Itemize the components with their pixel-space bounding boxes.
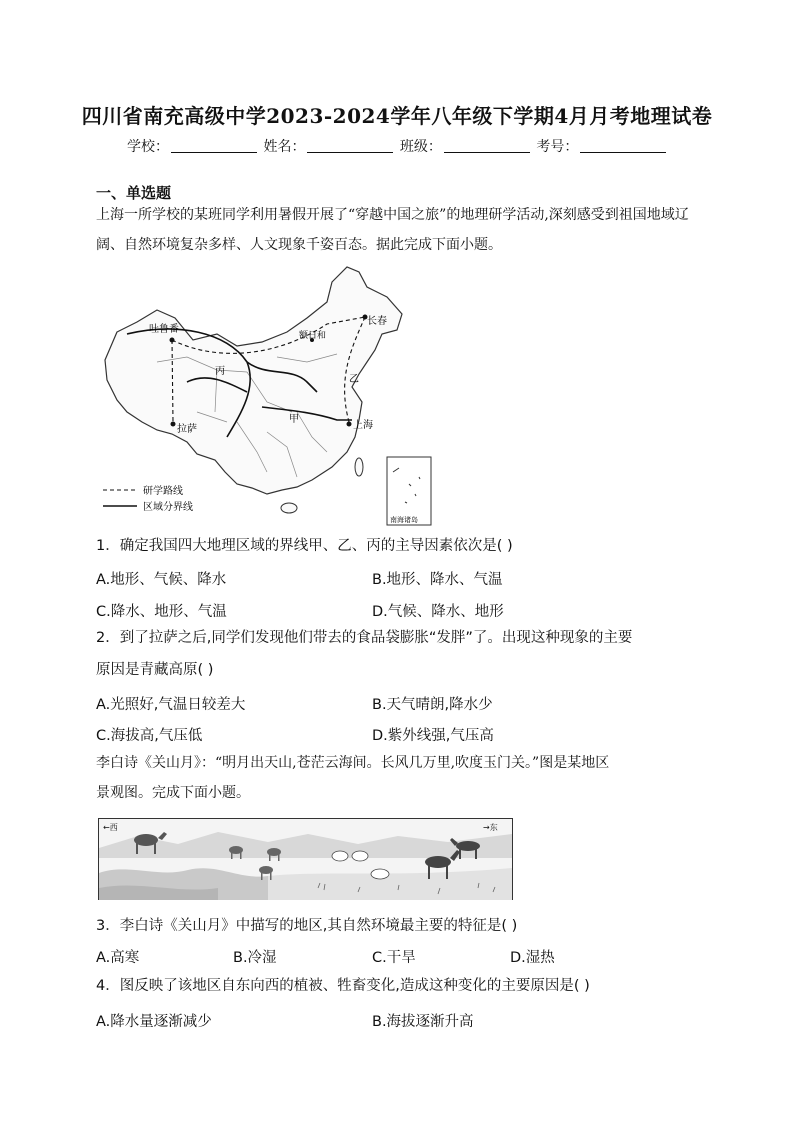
- landscape-figure: [98, 818, 513, 900]
- passage-1: 上海一所学校的某班同学利用暑假开展了“穿越中国之旅”的地理研学活动,深刻感受到祖国地域辽阔、自然环境复杂多样、人文现象千姿百态。据此完成下面小题。: [96, 207, 689, 253]
- map-label-ejina: 额日和: [299, 331, 327, 341]
- q2-option-d[interactable]: D.紫外线强,气压高: [372, 728, 494, 744]
- map-label-changchun: 长春: [367, 316, 387, 327]
- map-label-shanghai: 上海: [353, 420, 373, 431]
- question-4-stem: 4．图反映了该地区自东向西的植被、牲畜变化,造成这种变化的主要原因是( ): [96, 978, 590, 994]
- school-label: 学校：: [127, 139, 169, 155]
- q3-option-d[interactable]: D.湿热: [510, 950, 555, 966]
- class-label: 班级：: [399, 139, 442, 155]
- q2-option-b[interactable]: B.天气晴朗,降水少: [372, 697, 493, 713]
- student-info-line: [127, 136, 668, 156]
- map-label-yi: 乙: [349, 374, 359, 385]
- q3-option-a[interactable]: A.高寒: [96, 950, 140, 966]
- legend-boundary: 区域分界线: [143, 502, 193, 513]
- q2-option-c[interactable]: C.海拔高,气压低: [96, 728, 203, 744]
- map-label-south-sea: 南海诸岛: [390, 516, 418, 524]
- school-field[interactable]: [171, 138, 257, 153]
- class-field[interactable]: [444, 138, 530, 153]
- map-label-jia: 甲: [289, 414, 299, 425]
- passage-2-line2: 景观图。完成下面小题。: [96, 785, 250, 801]
- question-1-stem: 1．确定我国四大地理区域的界线甲、乙、丙的主导因素依次是( ): [96, 538, 513, 554]
- name-field[interactable]: [307, 138, 393, 153]
- number-label: 考号：: [536, 139, 579, 155]
- south-sea-inset: [387, 457, 431, 525]
- number-field[interactable]: [580, 138, 666, 153]
- q3-option-b[interactable]: B.冷湿: [233, 950, 277, 966]
- q1-option-d[interactable]: D.气候、降水、地形: [372, 604, 504, 620]
- q1-option-a[interactable]: A.地形、气候、降水: [96, 572, 227, 588]
- passage-2-line1: 李白诗《关山月》：“明月出天山,苍茫云海间。长风几万里,吹度玉门关。”图是某地区: [96, 755, 610, 771]
- q3-option-c[interactable]: C.干旱: [372, 950, 416, 966]
- q4-option-a[interactable]: A.降水量逐渐减少: [96, 1014, 212, 1030]
- legend-route: 研学路线: [143, 486, 183, 497]
- q2-option-a[interactable]: A.光照好,气温日较差大: [96, 697, 246, 713]
- name-label: 姓名：: [263, 139, 306, 155]
- china-map-figure: [97, 262, 437, 527]
- scene-east-label: →东: [483, 823, 498, 832]
- question-2-stem-line1: 2．到了拉萨之后,同学们发现他们带去的食品袋膨胀“发胖”了。出现这种现象的主要: [96, 630, 633, 646]
- map-label-bing: 丙: [215, 366, 225, 377]
- section-heading: 一、单选题: [96, 184, 172, 202]
- exam-title: 四川省南充高级中学2023-2024学年八年级下学期4月月考地理试卷: [81, 104, 713, 128]
- question-3-stem: 3．李白诗《关山月》中描写的地区,其自然环境最主要的特征是( ): [96, 918, 518, 934]
- scene-west-label: ←西: [103, 823, 118, 832]
- q4-option-b[interactable]: B.海拔逐渐升高: [372, 1014, 474, 1030]
- q1-option-c[interactable]: C.降水、地形、气温: [96, 604, 227, 620]
- map-label-lhasa: 拉萨: [177, 424, 197, 435]
- map-label-turpan: 吐鲁番: [149, 324, 179, 335]
- q1-option-b[interactable]: B.地形、降水、气温: [372, 572, 503, 588]
- question-2-stem-line2: 原因是青藏高原( ): [96, 662, 214, 678]
